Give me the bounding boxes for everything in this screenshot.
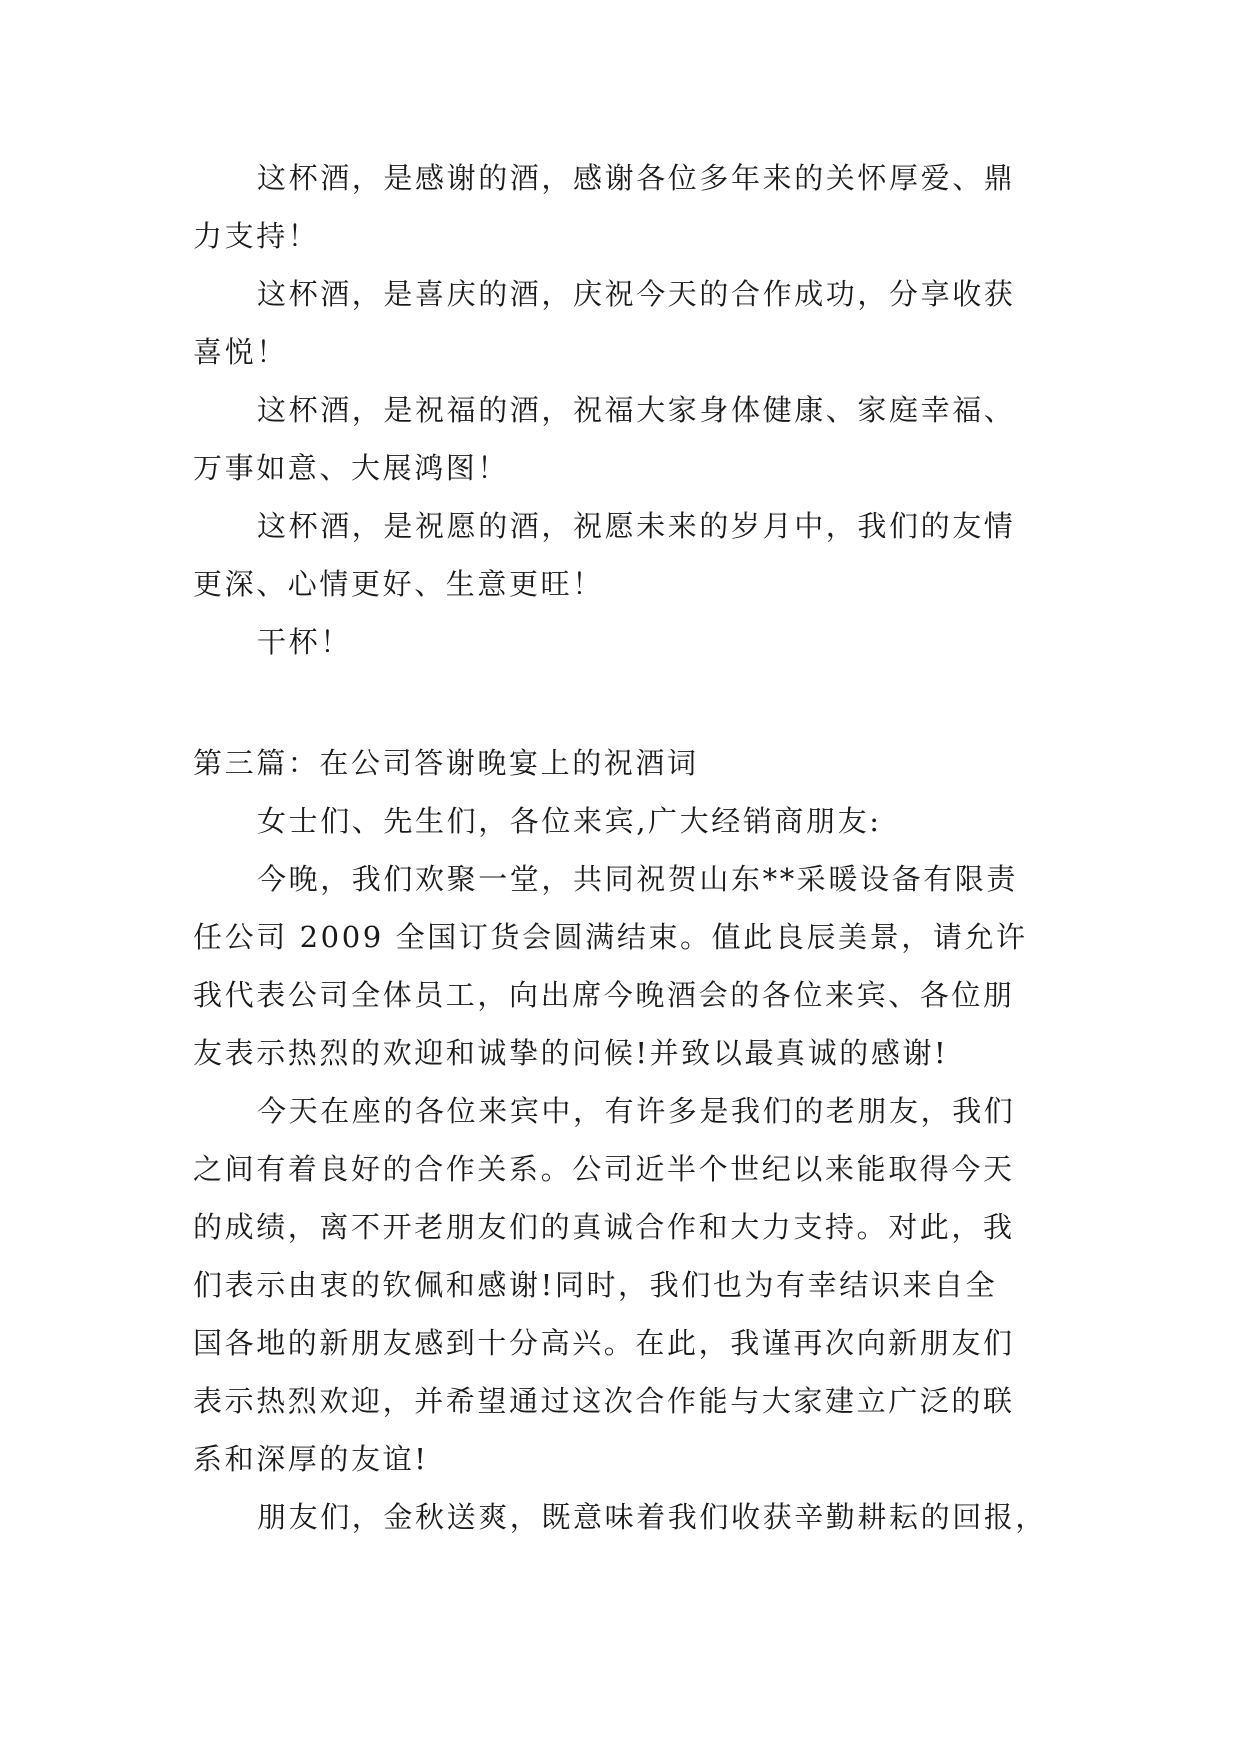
paragraph-line: 之间有着良好的合作关系。公司近半个世纪以来能取得今天 (193, 1152, 1015, 1186)
paragraph-line: 们表示由衷的钦佩和感谢!同时，我们也为有幸结识来自全 (193, 1268, 998, 1302)
paragraph-line: 喜悦！ (193, 335, 288, 369)
paragraph-line: 今晚，我们欢聚一堂，共同祝贺山东**采暖设备有限责 (257, 862, 1019, 896)
paragraph-line: 这杯酒，是感谢的酒，感谢各位多年来的关怀厚爱、鼎 (257, 161, 1016, 195)
paragraph-line: 这杯酒，是喜庆的酒，庆祝今天的合作成功，分享收获 (257, 277, 1016, 311)
paragraph-line: 任公司 2009 全国订货会圆满结束。值此良辰美景，请允许 (193, 920, 1028, 954)
paragraph-line: 这杯酒，是祝愿的酒，祝愿未来的岁月中，我们的友情 (257, 509, 1016, 543)
paragraph-line: 国各地的新朋友感到十分高兴。在此，我谨再次向新朋友们 (193, 1326, 1015, 1360)
paragraph-line: 这杯酒，是祝福的酒，祝福大家身体健康、家庭幸福、 (257, 393, 1016, 427)
paragraph-line: 的成绩，离不开老朋友们的真诚合作和大力支持。对此，我 (193, 1210, 1015, 1244)
paragraph-line: 干杯！ (257, 625, 352, 659)
paragraph-line: 友表示热烈的欢迎和诚挚的问候!并致以最真诚的感谢! (193, 1036, 949, 1070)
salutation-line: 女士们、先生们，各位来宾,广大经销商朋友: (257, 804, 882, 838)
section-heading: 第三篇：在公司答谢晚宴上的祝酒词 (193, 746, 699, 780)
paragraph-line: 朋友们，金秋送爽，既意味着我们收获辛勤耕耘的回报， (257, 1500, 1048, 1534)
paragraph-line: 表示热烈欢迎，并希望通过这次合作能与大家建立广泛的联 (193, 1384, 1015, 1418)
paragraph-line: 今天在座的各位来宾中，有许多是我们的老朋友，我们 (257, 1094, 1016, 1128)
paragraph-line: 万事如意、大展鸿图！ (193, 451, 510, 485)
paragraph-line: 我代表公司全体员工，向出席今晚酒会的各位来宾、各位朋 (193, 978, 1015, 1012)
paragraph-line: 力支持！ (193, 219, 320, 253)
paragraph-line: 更深、心情更好、生意更旺！ (193, 567, 604, 601)
paragraph-line: 系和深厚的友谊! (193, 1442, 429, 1476)
